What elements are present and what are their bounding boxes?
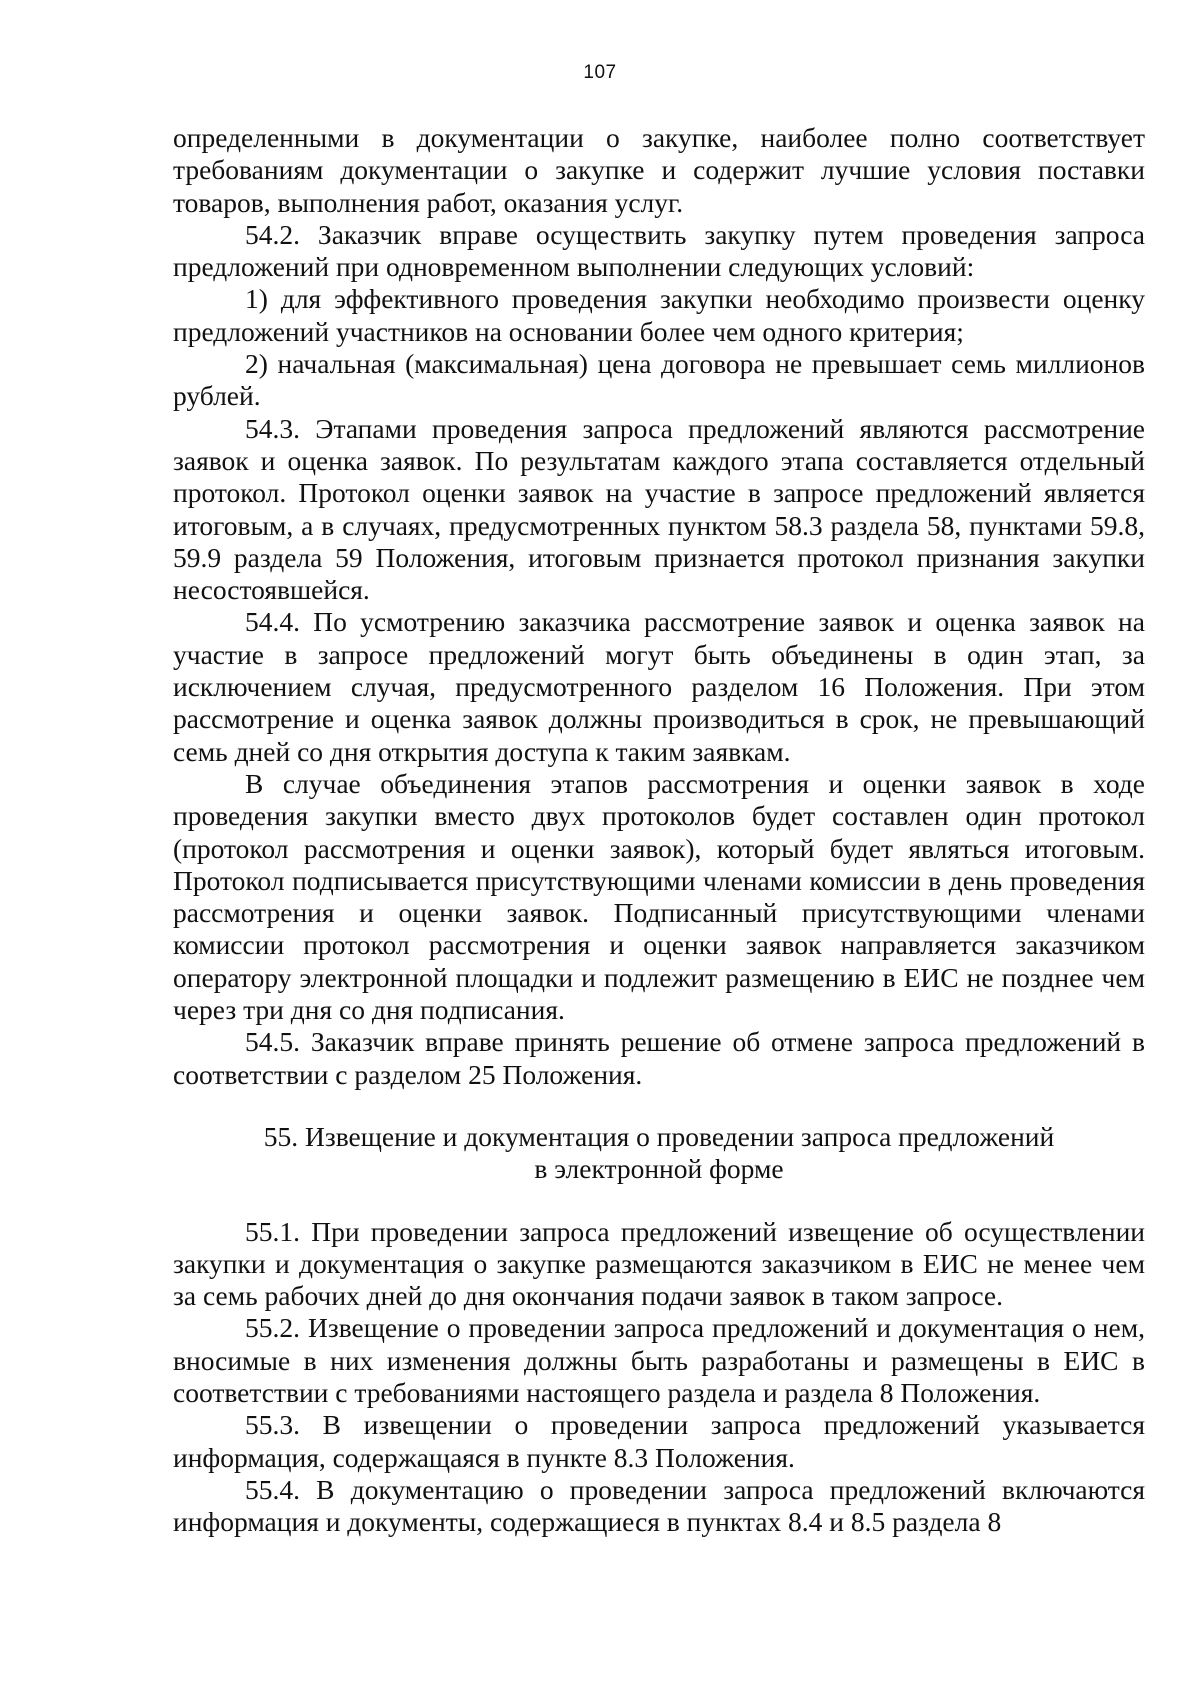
paragraph-54-4: 54.4. По усмотрению заказчика рассмотрение заявок и оценка заявок на участие в запросе предложений могут быть объединены в один этап, за исключением случая, предусмотренного разделом 16 Положения. При этом рассмотрение и оценка заявок должны производиться в срок, не превышающий семь дней со дня открытия доступа к таким заявкам. <box>173 606 1145 767</box>
paragraph-55-1: 55.1. При проведении запроса предложений извещение об осуществлении закупки и документация о закупке размещаются заказчиком в ЕИС не менее чем за семь рабочих дней до дня окончания подачи заявок в таком запросе. <box>173 1215 1145 1312</box>
paragraph-55-2: 55.2. Извещение о проведении запроса предложений и документация о нем, вносимые в них изменения должны быть разработаны и размещены в ЕИС в соответствии с требованиями настоящего раздела и раздела 8 Положения. <box>173 1312 1145 1408</box>
section-heading-55 <box>173 1121 1145 1186</box>
paragraph-54-5: 54.5. Заказчик вправе принять решение об отмене запроса предложений в соответствии с разделом 25 Положения. <box>173 1026 1145 1090</box>
paragraph-condition-2: 2) начальная (максимальная) цена договора не превышает семь миллионов рублей. <box>173 348 1145 412</box>
paragraph-continuation: определенными в документации о закупке, наиболее полно соответствует требованиям документации о закупке и содержит лучшие условия поставки товаров, выполнения работ, оказания услуг. <box>173 122 1145 218</box>
paragraph-55-3: 55.3. В извещении о проведении запроса предложений указывается информация, содержащаяся в пункте 8.3 Положения. <box>173 1409 1145 1473</box>
section-heading-line-1: 55. Извещение и документация о проведении запроса предложений <box>263 1120 1055 1152</box>
document-body <box>173 122 1145 1538</box>
section-heading-line-2: в электронной форме <box>534 1153 784 1185</box>
paragraph-55-4: 55.4. В документацию о проведении запроса предложений включаются информация и документы, содержащиеся в пунктах 8.4 и 8.5 раздела 8 <box>173 1473 1145 1538</box>
paragraph-condition-1: 1) для эффективного проведения закупки необходимо произвести оценку предложений участников на основании более чем одного критерия; <box>173 283 1145 347</box>
paragraph-54-4-continued: В случае объединения этапов рассмотрения и оценки заявок в ходе проведения закупки вместо двух протоколов будет составлен один протокол (протокол рассмотрения и оценки заявок), который будет являться итоговым. Протокол подписывается присутствующими членами комиссии в день проведения рассмотрения и оценки заявок. Подписанный присутствующими членами комиссии протокол рассмотрения и оценки заявок направляется заказчиком оператору электронной площадки и подлежит размещению в ЕИС не позднее чем через три дня со дня подписания. <box>173 767 1145 1026</box>
paragraph-54-3: 54.3. Этапами проведения запроса предложений являются рассмотрение заявок и оценка заявок. По результатам каждого этапа составляется отдельный протокол. Протокол оценки заявок на участие в запросе предложений является итоговым, а в случаях, предусмотренных пунктом 58.3 раздела 58, пунктами 59.8, 59.9 раздела 59 Положения, итоговым признается протокол признания закупки несостоявшейся. <box>173 412 1145 606</box>
page-number: 107 <box>583 62 617 83</box>
paragraph-54-2: 54.2. Заказчик вправе осуществить закупку путем проведения запроса предложений при одновременном выполнении следующих условий: <box>173 218 1145 283</box>
